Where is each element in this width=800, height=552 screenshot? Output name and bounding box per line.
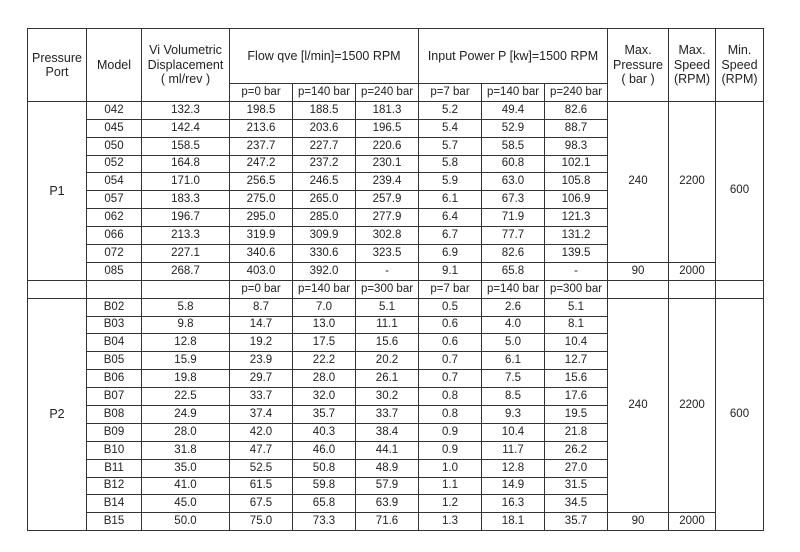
value-cell: 256.5: [230, 173, 293, 191]
value-cell: 73.3: [293, 513, 356, 531]
model-cell: 050: [87, 137, 142, 155]
pump-spec-table: [27, 28, 764, 531]
value-cell: 24.9: [142, 406, 230, 424]
value-cell: 63.0: [482, 173, 545, 191]
value-cell: 198.5: [230, 101, 293, 119]
value-cell: 18.1: [482, 513, 545, 531]
value-cell: 5.9: [419, 173, 482, 191]
value-cell: 16.3: [482, 495, 545, 513]
value-cell: 34.5: [545, 495, 608, 513]
value-cell: 5.8: [419, 155, 482, 173]
max-pressure-cell: 240: [608, 298, 669, 513]
value-cell: 1.1: [419, 477, 482, 495]
value-cell: 29.7: [230, 370, 293, 388]
value-cell: 71.6: [356, 513, 419, 531]
min-speed-header: Min. Speed (RPM): [716, 29, 764, 102]
value-cell: 67.3: [482, 191, 545, 209]
value-cell: 60.8: [482, 155, 545, 173]
value-cell: 0.8: [419, 406, 482, 424]
value-cell: 5.8: [142, 298, 230, 316]
model-cell: 062: [87, 209, 142, 227]
value-cell: 1.3: [419, 513, 482, 531]
value-cell: 98.3: [545, 137, 608, 155]
value-cell: 38.4: [356, 423, 419, 441]
value-cell: 227.1: [142, 245, 230, 263]
max-speed-cell: 2200: [669, 101, 716, 262]
value-cell: 158.5: [142, 137, 230, 155]
value-cell: 15.9: [142, 352, 230, 370]
value-cell: 403.0: [230, 262, 293, 280]
value-cell: 6.9: [419, 245, 482, 263]
value-cell: 12.8: [142, 334, 230, 352]
value-cell: 33.7: [230, 388, 293, 406]
value-cell: 57.9: [356, 477, 419, 495]
model-cell: B14: [87, 495, 142, 513]
value-cell: 285.0: [293, 209, 356, 227]
value-cell: 227.7: [293, 137, 356, 155]
value-cell: 196.7: [142, 209, 230, 227]
value-cell: 35.7: [293, 406, 356, 424]
value-cell: 67.5: [230, 495, 293, 513]
value-cell: 0.6: [419, 334, 482, 352]
value-cell: 9.3: [482, 406, 545, 424]
value-cell: 164.8: [142, 155, 230, 173]
value-cell: 52.5: [230, 459, 293, 477]
pressure-port-cell: P1: [28, 101, 87, 280]
value-cell: 121.3: [545, 209, 608, 227]
value-cell: 4.0: [482, 316, 545, 334]
model-cell: B04: [87, 334, 142, 352]
value-cell: 59.8: [293, 477, 356, 495]
value-cell: 30.2: [356, 388, 419, 406]
p2-subheader-blank: [608, 280, 669, 298]
value-cell: 5.1: [545, 298, 608, 316]
value-cell: 50.8: [293, 459, 356, 477]
value-cell: 22.5: [142, 388, 230, 406]
p2-subheader-blank: [669, 280, 716, 298]
max-speed-cell: 2000: [669, 262, 716, 280]
value-cell: 17.5: [293, 334, 356, 352]
value-cell: 82.6: [482, 245, 545, 263]
value-cell: 171.0: [142, 173, 230, 191]
value-cell: 183.3: [142, 191, 230, 209]
value-cell: 41.0: [142, 477, 230, 495]
value-cell: 1.2: [419, 495, 482, 513]
value-cell: 102.1: [545, 155, 608, 173]
value-cell: 88.7: [545, 119, 608, 137]
value-cell: 65.8: [482, 262, 545, 280]
value-cell: 5.0: [482, 334, 545, 352]
value-cell: 340.6: [230, 245, 293, 263]
value-cell: 48.9: [356, 459, 419, 477]
value-cell: 19.5: [545, 406, 608, 424]
value-cell: 295.0: [230, 209, 293, 227]
model-cell: B05: [87, 352, 142, 370]
value-cell: 277.9: [356, 209, 419, 227]
power-header: Input Power P [kw]=1500 RPM: [419, 29, 608, 84]
value-cell: 52.9: [482, 119, 545, 137]
value-cell: 32.0: [293, 388, 356, 406]
value-cell: 203.6: [293, 119, 356, 137]
value-cell: 220.6: [356, 137, 419, 155]
value-cell: 50.0: [142, 513, 230, 531]
value-cell: 11.7: [482, 441, 545, 459]
value-cell: 11.1: [356, 316, 419, 334]
value-cell: 237.7: [230, 137, 293, 155]
value-cell: 213.3: [142, 227, 230, 245]
value-cell: 22.2: [293, 352, 356, 370]
value-cell: 45.0: [142, 495, 230, 513]
value-cell: 46.0: [293, 441, 356, 459]
value-cell: 188.5: [293, 101, 356, 119]
model-cell: B03: [87, 316, 142, 334]
max-pressure-header: Max. Pressure ( bar ): [608, 29, 669, 102]
p2-subheader-blank: [716, 280, 764, 298]
model-cell: B08: [87, 406, 142, 424]
value-cell: 1.0: [419, 459, 482, 477]
value-cell: 105.8: [545, 173, 608, 191]
value-cell: 12.7: [545, 352, 608, 370]
value-cell: 6.1: [482, 352, 545, 370]
value-cell: 139.5: [545, 245, 608, 263]
value-cell: 330.6: [293, 245, 356, 263]
model-cell: B15: [87, 513, 142, 531]
value-cell: 75.0: [230, 513, 293, 531]
value-cell: 181.3: [356, 101, 419, 119]
value-cell: 58.5: [482, 137, 545, 155]
table-row: [28, 513, 764, 531]
value-cell: 14.7: [230, 316, 293, 334]
table-row: [28, 298, 764, 316]
displacement-header: Vi Volumetric Displacement ( ml/rev ): [142, 29, 230, 102]
value-cell: 8.1: [545, 316, 608, 334]
pressure-subheader: p=7 bar: [419, 280, 482, 298]
value-cell: 0.9: [419, 423, 482, 441]
value-cell: 14.9: [482, 477, 545, 495]
value-cell: 275.0: [230, 191, 293, 209]
pressure-subheader: p=140 bar: [293, 280, 356, 298]
value-cell: 33.7: [356, 406, 419, 424]
model-cell: B09: [87, 423, 142, 441]
pressure-port-cell: P2: [28, 298, 87, 531]
value-cell: 17.6: [545, 388, 608, 406]
max-speed-cell: 2000: [669, 513, 716, 531]
value-cell: 5.1: [356, 298, 419, 316]
model-cell: B11: [87, 459, 142, 477]
value-cell: 7.0: [293, 298, 356, 316]
value-cell: 0.6: [419, 316, 482, 334]
value-cell: 230.1: [356, 155, 419, 173]
table-row: [28, 101, 764, 119]
value-cell: 6.4: [419, 209, 482, 227]
model-cell: 045: [87, 119, 142, 137]
value-cell: 106.9: [545, 191, 608, 209]
pressure-port-header: Pressure Port: [28, 29, 87, 102]
value-cell: 19.2: [230, 334, 293, 352]
pressure-subheader: p=300 bar: [356, 280, 419, 298]
value-cell: 13.0: [293, 316, 356, 334]
max-pressure-cell: 240: [608, 101, 669, 262]
value-cell: 268.7: [142, 262, 230, 280]
value-cell: 9.1: [419, 262, 482, 280]
value-cell: 132.3: [142, 101, 230, 119]
value-cell: 0.5: [419, 298, 482, 316]
value-cell: 213.6: [230, 119, 293, 137]
pressure-subheader: p=300 bar: [545, 280, 608, 298]
model-cell: B10: [87, 441, 142, 459]
flow-header: Flow qve [l/min]=1500 RPM: [230, 29, 419, 84]
value-cell: 28.0: [293, 370, 356, 388]
max-speed-cell: 2200: [669, 298, 716, 513]
min-speed-cell: 600: [716, 298, 764, 531]
max-pressure-cell: 90: [608, 513, 669, 531]
value-cell: 246.5: [293, 173, 356, 191]
value-cell: 40.3: [293, 423, 356, 441]
value-cell: 0.8: [419, 388, 482, 406]
value-cell: 0.9: [419, 441, 482, 459]
value-cell: -: [545, 262, 608, 280]
p2-subheader-blank: [28, 280, 87, 298]
value-cell: 44.1: [356, 441, 419, 459]
max-pressure-cell: 90: [608, 262, 669, 280]
value-cell: 131.2: [545, 227, 608, 245]
value-cell: 47.7: [230, 441, 293, 459]
value-cell: 6.7: [419, 227, 482, 245]
model-cell: B07: [87, 388, 142, 406]
p2-subheader-blank: [87, 280, 142, 298]
value-cell: 10.4: [545, 334, 608, 352]
value-cell: 31.5: [545, 477, 608, 495]
model-cell: 057: [87, 191, 142, 209]
value-cell: 15.6: [545, 370, 608, 388]
model-cell: 042: [87, 101, 142, 119]
value-cell: 21.8: [545, 423, 608, 441]
value-cell: 323.5: [356, 245, 419, 263]
value-cell: 257.9: [356, 191, 419, 209]
value-cell: 65.8: [293, 495, 356, 513]
value-cell: 26.1: [356, 370, 419, 388]
value-cell: 8.5: [482, 388, 545, 406]
pressure-subheader: p=0 bar: [230, 84, 293, 102]
value-cell: 0.7: [419, 352, 482, 370]
value-cell: 12.8: [482, 459, 545, 477]
value-cell: 23.9: [230, 352, 293, 370]
model-cell: 054: [87, 173, 142, 191]
model-cell: B06: [87, 370, 142, 388]
pressure-subheader: p=240 bar: [356, 84, 419, 102]
value-cell: 27.0: [545, 459, 608, 477]
model-header: Model: [87, 29, 142, 102]
value-cell: 10.4: [482, 423, 545, 441]
value-cell: 20.2: [356, 352, 419, 370]
value-cell: 392.0: [293, 262, 356, 280]
pressure-subheader: p=7 bar: [419, 84, 482, 102]
value-cell: 2.6: [482, 298, 545, 316]
model-cell: B02: [87, 298, 142, 316]
value-cell: 6.1: [419, 191, 482, 209]
value-cell: 5.7: [419, 137, 482, 155]
pressure-subheader: p=0 bar: [230, 280, 293, 298]
value-cell: 7.5: [482, 370, 545, 388]
model-cell: 066: [87, 227, 142, 245]
value-cell: 237.2: [293, 155, 356, 173]
value-cell: 35.7: [545, 513, 608, 531]
value-cell: 247.2: [230, 155, 293, 173]
pressure-subheader: p=140 bar: [293, 84, 356, 102]
value-cell: 77.7: [482, 227, 545, 245]
max-speed-header: Max. Speed (RPM): [669, 29, 716, 102]
value-cell: 319.9: [230, 227, 293, 245]
value-cell: 309.9: [293, 227, 356, 245]
table-row: [28, 262, 764, 280]
value-cell: 82.6: [545, 101, 608, 119]
model-cell: 052: [87, 155, 142, 173]
value-cell: 28.0: [142, 423, 230, 441]
value-cell: 61.5: [230, 477, 293, 495]
value-cell: 26.2: [545, 441, 608, 459]
value-cell: 19.8: [142, 370, 230, 388]
value-cell: 35.0: [142, 459, 230, 477]
p2-subheader-blank: [142, 280, 230, 298]
model-cell: 072: [87, 245, 142, 263]
value-cell: 0.7: [419, 370, 482, 388]
value-cell: 196.5: [356, 119, 419, 137]
value-cell: 42.0: [230, 423, 293, 441]
value-cell: 239.4: [356, 173, 419, 191]
value-cell: 8.7: [230, 298, 293, 316]
value-cell: 15.6: [356, 334, 419, 352]
value-cell: 5.2: [419, 101, 482, 119]
model-cell: B12: [87, 477, 142, 495]
value-cell: -: [356, 262, 419, 280]
p2-subheader-row: [28, 280, 764, 298]
header-row: [28, 29, 764, 84]
model-cell: 085: [87, 262, 142, 280]
value-cell: 265.0: [293, 191, 356, 209]
value-cell: 5.4: [419, 119, 482, 137]
value-cell: 71.9: [482, 209, 545, 227]
pressure-subheader: p=140 bar: [482, 84, 545, 102]
min-speed-cell: 600: [716, 101, 764, 280]
value-cell: 63.9: [356, 495, 419, 513]
value-cell: 37.4: [230, 406, 293, 424]
pressure-subheader: p=140 bar: [482, 280, 545, 298]
value-cell: 49.4: [482, 101, 545, 119]
value-cell: 302.8: [356, 227, 419, 245]
value-cell: 9.8: [142, 316, 230, 334]
pressure-subheader: p=240 bar: [545, 84, 608, 102]
value-cell: 142.4: [142, 119, 230, 137]
value-cell: 31.8: [142, 441, 230, 459]
